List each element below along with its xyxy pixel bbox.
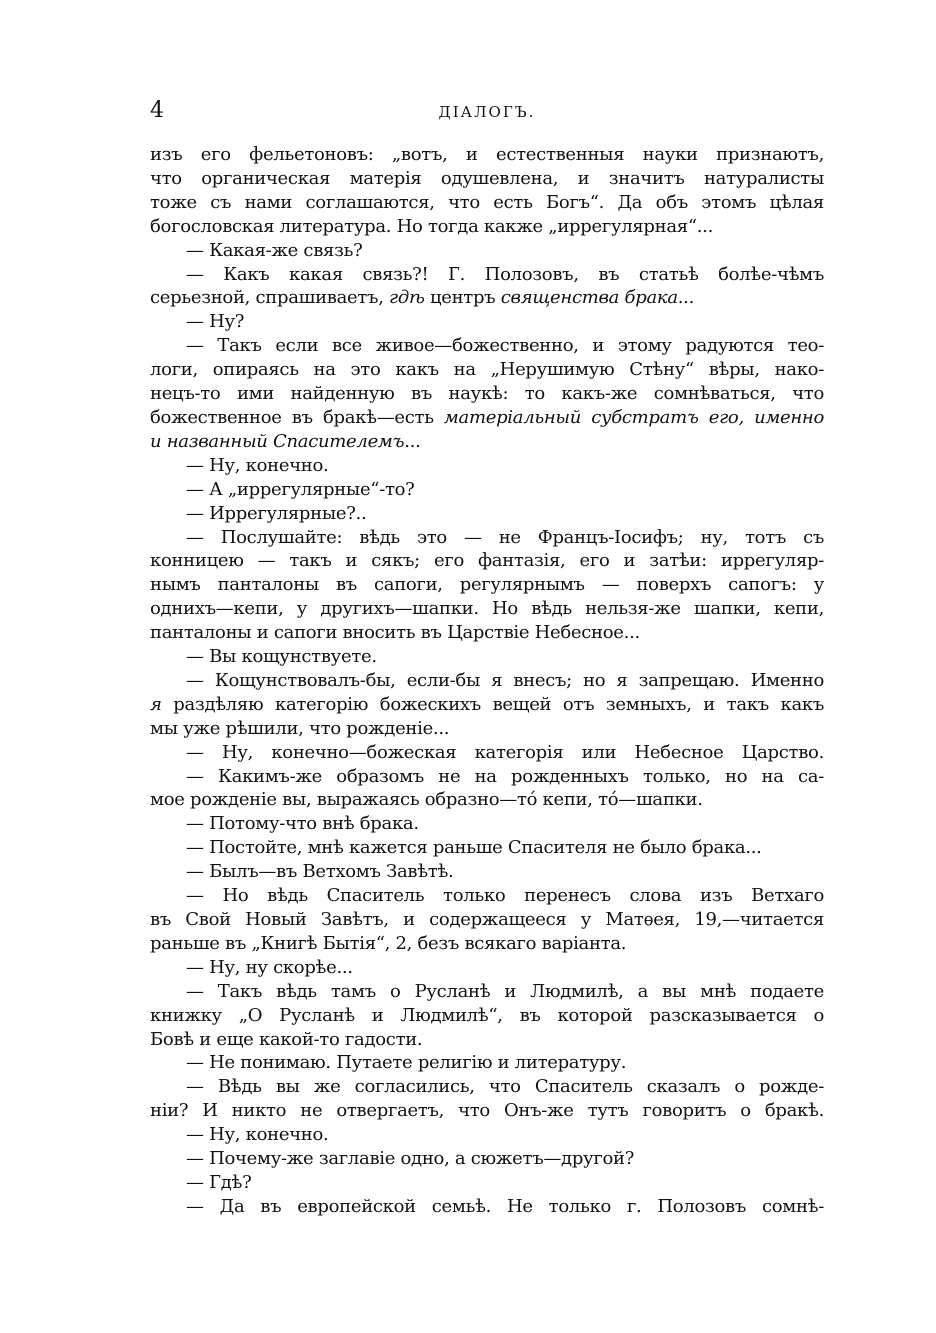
page-header (150, 98, 824, 128)
text-line: богословская литература. Но тогда какже „иррегулярная“... (150, 215, 713, 237)
text-line: — А „иррегулярные“-то? (186, 478, 415, 500)
text-line: — Да въ европейской семьѣ. Не только г. Полозовъ сомнѣ- (186, 1195, 824, 1217)
text-line: нецъ-то ими найденную въ наукѣ: то какъ-же сомнѣваться, что (150, 383, 824, 405)
text-line: раньше въ „Книгѣ Бытія“, 2, безъ всякаго варіанта. (150, 932, 627, 954)
text-line: божественное въ бракѣ—есть матеріальный субстратъ его, именно (150, 406, 824, 428)
text-line: — Такъ если все живое—божественно, и этому радуются тео- (186, 335, 824, 357)
text-line: — Постойте, мнѣ кажется раньше Спасителя не было брака... (186, 837, 762, 859)
text-line: — Гдѣ? (186, 1171, 252, 1193)
text-line: и названный Спасителемъ... (150, 430, 421, 452)
text-line: я раздѣляю категорію божескихъ вещей отъ земныхъ, и такъ какъ (150, 693, 824, 715)
text-line: — Какая-же связь? (186, 239, 363, 261)
text-line: — Ну, ну скорѣе... (186, 956, 353, 978)
text-line: мое рожденіе вы, выражаясь образно—тó кепи, тó—шапки. (150, 789, 703, 811)
text-line: книжку „О Русланѣ и Людмилѣ“, въ которой разсказывается о (150, 1004, 824, 1026)
text-line: — Иррегулярные?.. (186, 502, 367, 524)
text-line: тоже съ нами соглашаются, что есть Богъ“. Да объ этомъ цѣлая (150, 191, 824, 213)
text-line: — Какимъ-же образомъ не на рожденныхъ только, но на са- (186, 765, 824, 787)
text-line: — Но вѣдь Спаситель только перенесъ слова изъ Ветхаго (186, 885, 824, 907)
text-body (150, 143, 824, 1219)
page-number: 4 (150, 98, 164, 123)
text-line: логи, опираясь на это какъ на „Нерушимую Стѣну“ вѣры, нако- (150, 359, 824, 381)
text-line: — Потому-что внѣ брака. (186, 813, 419, 835)
text-line: — Почему-же заглавіе одно, а сюжетъ—другой? (186, 1148, 635, 1170)
text-line: — Какъ какая связь?! Г. Полозовъ, въ статьѣ болѣе-чѣмъ (186, 263, 824, 285)
text-line: изъ его фельетоновъ: „вотъ, и естественныя науки признаютъ, (150, 144, 824, 165)
text-line: — Вѣдь вы же согласились, что Спаситель сказалъ о рожде- (186, 1076, 824, 1098)
text-line: — Ну? (186, 311, 245, 333)
text-line: нымъ панталоны въ сапоги, регулярнымъ — поверхъ сапогъ: у (150, 574, 824, 596)
text-line: въ Свой Новый Завѣтъ, и содержащееся у Матѳея, 19,—читается (150, 909, 824, 930)
text-line: — Ну, конечно. (186, 1124, 329, 1146)
text-line: — Послушайте: вѣдь это — не Францъ-Іосифъ; ну, тотъ съ (186, 526, 824, 548)
text-line: Бовѣ и еще какой-то гадости. (150, 1028, 423, 1050)
text-line: — Не понимаю. Путаете религію и литературу. (186, 1052, 627, 1074)
text-line: — Ну, конечно—божеская категорія или Небесное Царство. (186, 741, 824, 763)
running-title: ДІАЛОГЪ. (438, 103, 536, 121)
text-line: панталоны и сапоги вносить въ Царствіе Небесное... (150, 622, 640, 644)
text-line: серьезной, спрашиваетъ, гдѣ центръ священства брака... (150, 287, 695, 309)
text-line: — Ну, конечно. (186, 454, 329, 476)
text-line: ніи? И никто не отвергаетъ, что Онъ-же тутъ говоритъ о бракѣ. (150, 1100, 824, 1122)
text-line: что органическая матерія одушевлена, и значитъ натуралисты (150, 167, 824, 189)
text-line: мы уже рѣшили, что рожденіе... (150, 717, 450, 739)
text-line: — Былъ—въ Ветхомъ Завѣтѣ. (186, 861, 454, 883)
text-line: — Вы кощунствуете. (186, 646, 377, 668)
text-line: — Такъ вѣдь тамъ о Русланѣ и Людмилѣ, а вы мнѣ подаете (186, 980, 824, 1002)
text-line: — Кощунствовалъ-бы, если-бы я внесъ; но я запрещаю. Именно (186, 669, 824, 691)
text-line: однихъ—кепи, у другихъ—шапки. Но вѣдь нельзя-же шапки, кепи, (150, 598, 824, 620)
text-line: конницею — такъ и сякъ; его фантазія, его и затѣи: иррегуляр- (150, 550, 824, 572)
